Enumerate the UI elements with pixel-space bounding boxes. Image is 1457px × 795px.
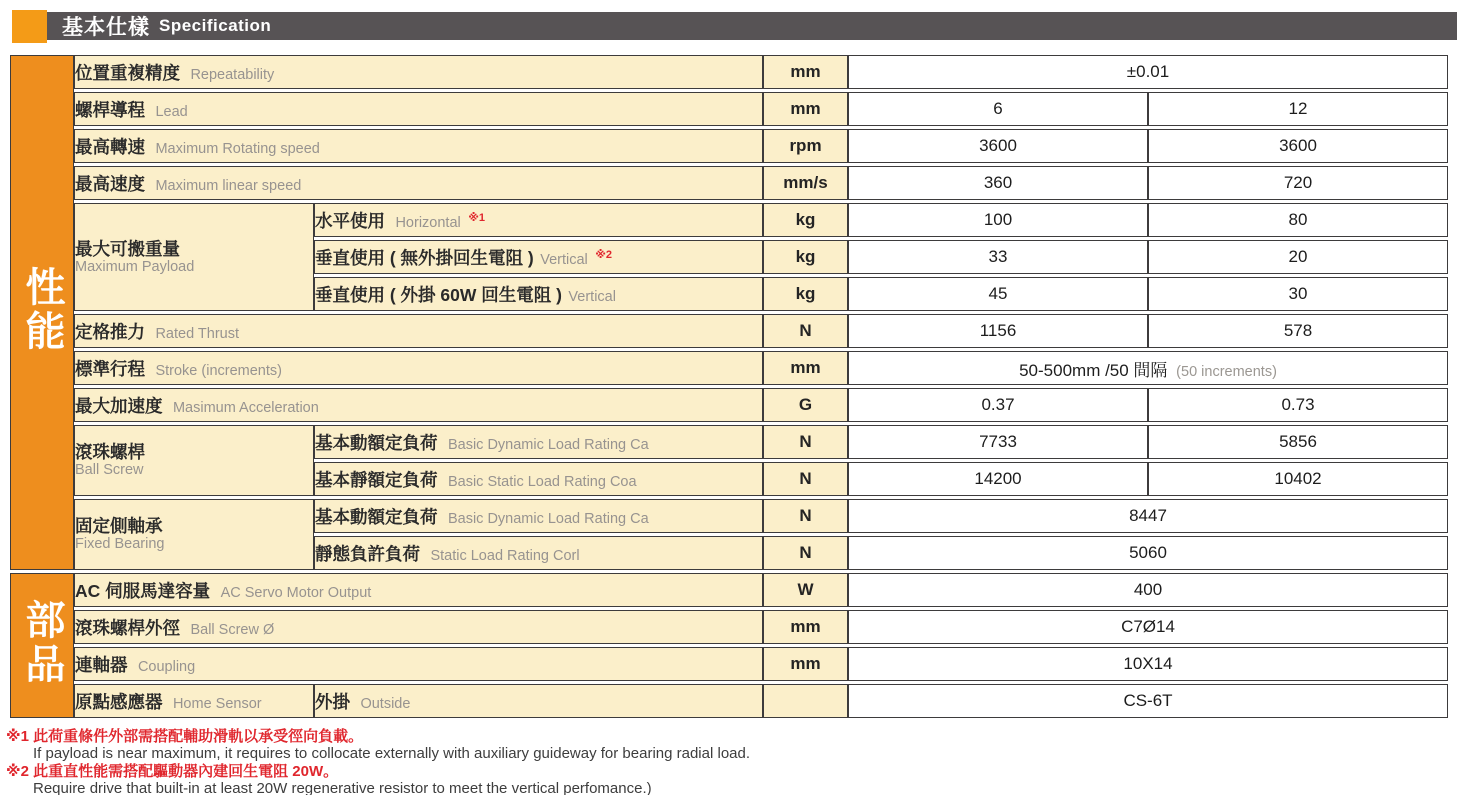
label-cjk: 最大加速度 (75, 395, 163, 416)
sublabel-cjk: 基本動額定負荷 (315, 432, 438, 453)
sublabel-en: Basic Dynamic Load Rating Ca (447, 436, 649, 453)
value-ball-screw-dia: C7Ø14 (848, 610, 1448, 644)
table-row (10, 573, 1448, 607)
section-title-cjk: 基本仕樣 (62, 16, 150, 39)
unit-ball-screw-static: N (763, 462, 848, 496)
sublabel-cjk: 水平使用 (315, 210, 385, 231)
table-row (10, 388, 1448, 422)
footnotes (6, 728, 1457, 795)
unit-ball-screw-dia: mm (763, 610, 848, 644)
table-row (10, 684, 1448, 718)
value-lead-2: 12 (1148, 92, 1448, 126)
label-coupling (74, 647, 763, 681)
value-max-accel-1: 0.37 (848, 388, 1148, 422)
label-cjk: 原點感應器 (75, 691, 163, 712)
sublabel-cjk: 靜態負許負荷 (315, 543, 420, 564)
sublabel-cjk: 垂直使用 ( 無外掛回生電阻 ) (315, 247, 534, 268)
label-en: Masimum Acceleration (172, 399, 319, 416)
label-max-linear (74, 166, 763, 200)
value-payload-vertical-no-resistor-1: 33 (848, 240, 1148, 274)
label-en: Home Sensor (172, 695, 262, 712)
unit-payload-vertical-60w: kg (763, 277, 848, 311)
value-max-rotating-1: 3600 (848, 129, 1148, 163)
sublabel-cjk: 垂直使用 ( 外掛 60W 回生電阻 ) (315, 284, 562, 305)
table-row (10, 55, 1448, 89)
label-en: Maximum linear speed (155, 177, 302, 194)
sublabel-home-sensor-outside (314, 684, 763, 718)
table-row (10, 351, 1448, 385)
sidebar-performance (10, 55, 74, 570)
orange-accent-square (12, 10, 47, 43)
unit-servo-output: W (763, 573, 848, 607)
table-row (10, 314, 1448, 348)
spec-table-wrap (10, 52, 1457, 721)
value-stroke-note: (50 increments) (1176, 363, 1277, 380)
label-cjk: 連軸器 (75, 654, 128, 675)
label-max-rotating (74, 129, 763, 163)
value-rated-thrust-1: 1156 (848, 314, 1148, 348)
table-row (10, 203, 1448, 237)
value-payload-vertical-60w-2: 30 (1148, 277, 1448, 311)
sublabel-fixed-bearing-dynamic (314, 499, 763, 533)
section-header (12, 10, 1457, 43)
label-home-sensor (74, 684, 314, 718)
label-cjk: 固定側軸承 (75, 516, 163, 537)
label-fixed-bearing (74, 499, 314, 570)
value-stroke (848, 351, 1448, 385)
footnote-1-en: If payload is near maximum, it requires to collocate externally with auxiliary guideway for bearing radial load. (33, 745, 751, 763)
label-repeatability (74, 55, 763, 89)
unit-home-sensor (763, 684, 848, 718)
label-cjk: 滾珠螺桿外徑 (75, 617, 180, 638)
label-cjk: 標準行程 (75, 358, 145, 379)
label-en: Fixed Bearing (75, 536, 165, 553)
value-max-accel-2: 0.73 (1148, 388, 1448, 422)
sidebar-performance-label: 性能 (20, 266, 64, 354)
unit-max-accel: G (763, 388, 848, 422)
label-ball-screw-dia (74, 610, 763, 644)
label-en: Maximum Payload (75, 258, 195, 275)
sublabel-ball-screw-dynamic (314, 425, 763, 459)
sublabel-en: Static Load Rating Corl (430, 547, 580, 564)
value-payload-vertical-60w-1: 45 (848, 277, 1148, 311)
label-servo-output (74, 573, 763, 607)
label-cjk: 定格推力 (75, 321, 145, 342)
footnote-marker-2: ※2 (595, 248, 613, 261)
label-stroke (74, 351, 763, 385)
label-rated-thrust (74, 314, 763, 348)
footnote-2-zh: ※2 此重直性能需搭配驅動器內建回生電阻 20W。 (6, 762, 339, 780)
table-row (10, 166, 1448, 200)
section-title-en: Specification (159, 16, 272, 35)
value-max-rotating-2: 3600 (1148, 129, 1448, 163)
unit-payload-horizontal: kg (763, 203, 848, 237)
sublabel-en: Basic Dynamic Load Rating Ca (447, 510, 649, 527)
label-max-accel (74, 388, 763, 422)
label-payload (74, 203, 314, 311)
table-row (10, 647, 1448, 681)
label-en: Coupling (137, 658, 196, 675)
label-lead (74, 92, 763, 126)
sublabel-payload-vertical-60w (314, 277, 763, 311)
unit-ball-screw-dynamic: N (763, 425, 848, 459)
sublabel-cjk: 外掛 (315, 691, 350, 712)
label-en: Rated Thrust (155, 325, 240, 342)
sidebar-parts (10, 573, 74, 718)
footnote-2-en: Require drive that built-in at least 20W regenerative resistor to meet the vertical perfomance.) (33, 779, 652, 795)
value-stroke-main: 50-500mm /50 間隔 (1019, 360, 1168, 380)
value-ball-screw-static-1: 14200 (848, 462, 1148, 496)
sublabel-en: Vertical (540, 251, 588, 268)
sublabel-en: Outside (360, 695, 411, 712)
label-cjk: 螺桿導程 (75, 99, 145, 120)
table-row (10, 425, 1448, 459)
unit-fixed-bearing-static: N (763, 536, 848, 570)
table-row (10, 499, 1448, 533)
label-en: Lead (155, 103, 188, 120)
label-cjk: 滾珠螺桿 (75, 442, 145, 463)
table-row (10, 610, 1448, 644)
sublabel-payload-horizontal (314, 203, 763, 237)
unit-rated-thrust: N (763, 314, 848, 348)
section-title-bar (47, 12, 1457, 40)
sublabel-en: Vertical (568, 288, 616, 305)
unit-coupling: mm (763, 647, 848, 681)
label-cjk: 最高轉速 (75, 136, 145, 157)
sublabel-payload-vertical-no-resistor (314, 240, 763, 274)
value-payload-vertical-no-resistor-2: 20 (1148, 240, 1448, 274)
sublabel-ball-screw-static (314, 462, 763, 496)
label-ball-screw (74, 425, 314, 496)
label-cjk: 最高速度 (75, 173, 145, 194)
unit-fixed-bearing-dynamic: N (763, 499, 848, 533)
sublabel-cjk: 基本靜額定負荷 (315, 469, 438, 490)
label-en: Ball Screw Ø (190, 621, 275, 638)
sublabel-en: Basic Static Load Rating Coa (447, 473, 637, 490)
label-cjk: 最大可搬重量 (75, 238, 180, 259)
value-max-linear-2: 720 (1148, 166, 1448, 200)
value-max-linear-1: 360 (848, 166, 1148, 200)
unit-lead: mm (763, 92, 848, 126)
label-cjk: AC 伺服馬達容量 (75, 580, 211, 601)
value-payload-horizontal-2: 80 (1148, 203, 1448, 237)
table-row (10, 92, 1448, 126)
value-fixed-bearing-static: 5060 (848, 536, 1448, 570)
value-repeatability: ±0.01 (848, 55, 1448, 89)
sublabel-en: Horizontal (395, 214, 461, 231)
footnote-marker-1: ※1 (468, 211, 485, 224)
label-cjk: 位置重複精度 (75, 62, 180, 83)
unit-stroke: mm (763, 351, 848, 385)
label-en: Ball Screw (75, 462, 144, 479)
unit-repeatability: mm (763, 55, 848, 89)
label-en: Stroke (increments) (155, 362, 282, 379)
unit-payload-vertical-no-resistor: kg (763, 240, 848, 274)
unit-max-linear: mm/s (763, 166, 848, 200)
sublabel-cjk: 基本動額定負荷 (315, 506, 438, 527)
value-servo-output: 400 (848, 573, 1448, 607)
footnote-1-zh: ※1 此荷重條件外部需搭配輔助滑軌以承受徑向負載。 (6, 728, 364, 745)
value-ball-screw-dynamic-2: 5856 (1148, 425, 1448, 459)
label-en: AC Servo Motor Output (220, 584, 372, 601)
sidebar-parts-label: 部品 (20, 599, 64, 687)
value-ball-screw-static-2: 10402 (1148, 462, 1448, 496)
sublabel-fixed-bearing-static (314, 536, 763, 570)
value-fixed-bearing-dynamic: 8447 (848, 499, 1448, 533)
value-home-sensor: CS-6T (848, 684, 1448, 718)
unit-max-rotating: rpm (763, 129, 848, 163)
value-lead-1: 6 (848, 92, 1148, 126)
value-rated-thrust-2: 578 (1148, 314, 1448, 348)
value-ball-screw-dynamic-1: 7733 (848, 425, 1148, 459)
label-en: Maximum Rotating speed (155, 140, 320, 157)
value-payload-horizontal-1: 100 (848, 203, 1148, 237)
spec-table (10, 52, 1448, 721)
value-coupling: 10X14 (848, 647, 1448, 681)
table-row (10, 129, 1448, 163)
label-en: Repeatability (190, 66, 275, 83)
